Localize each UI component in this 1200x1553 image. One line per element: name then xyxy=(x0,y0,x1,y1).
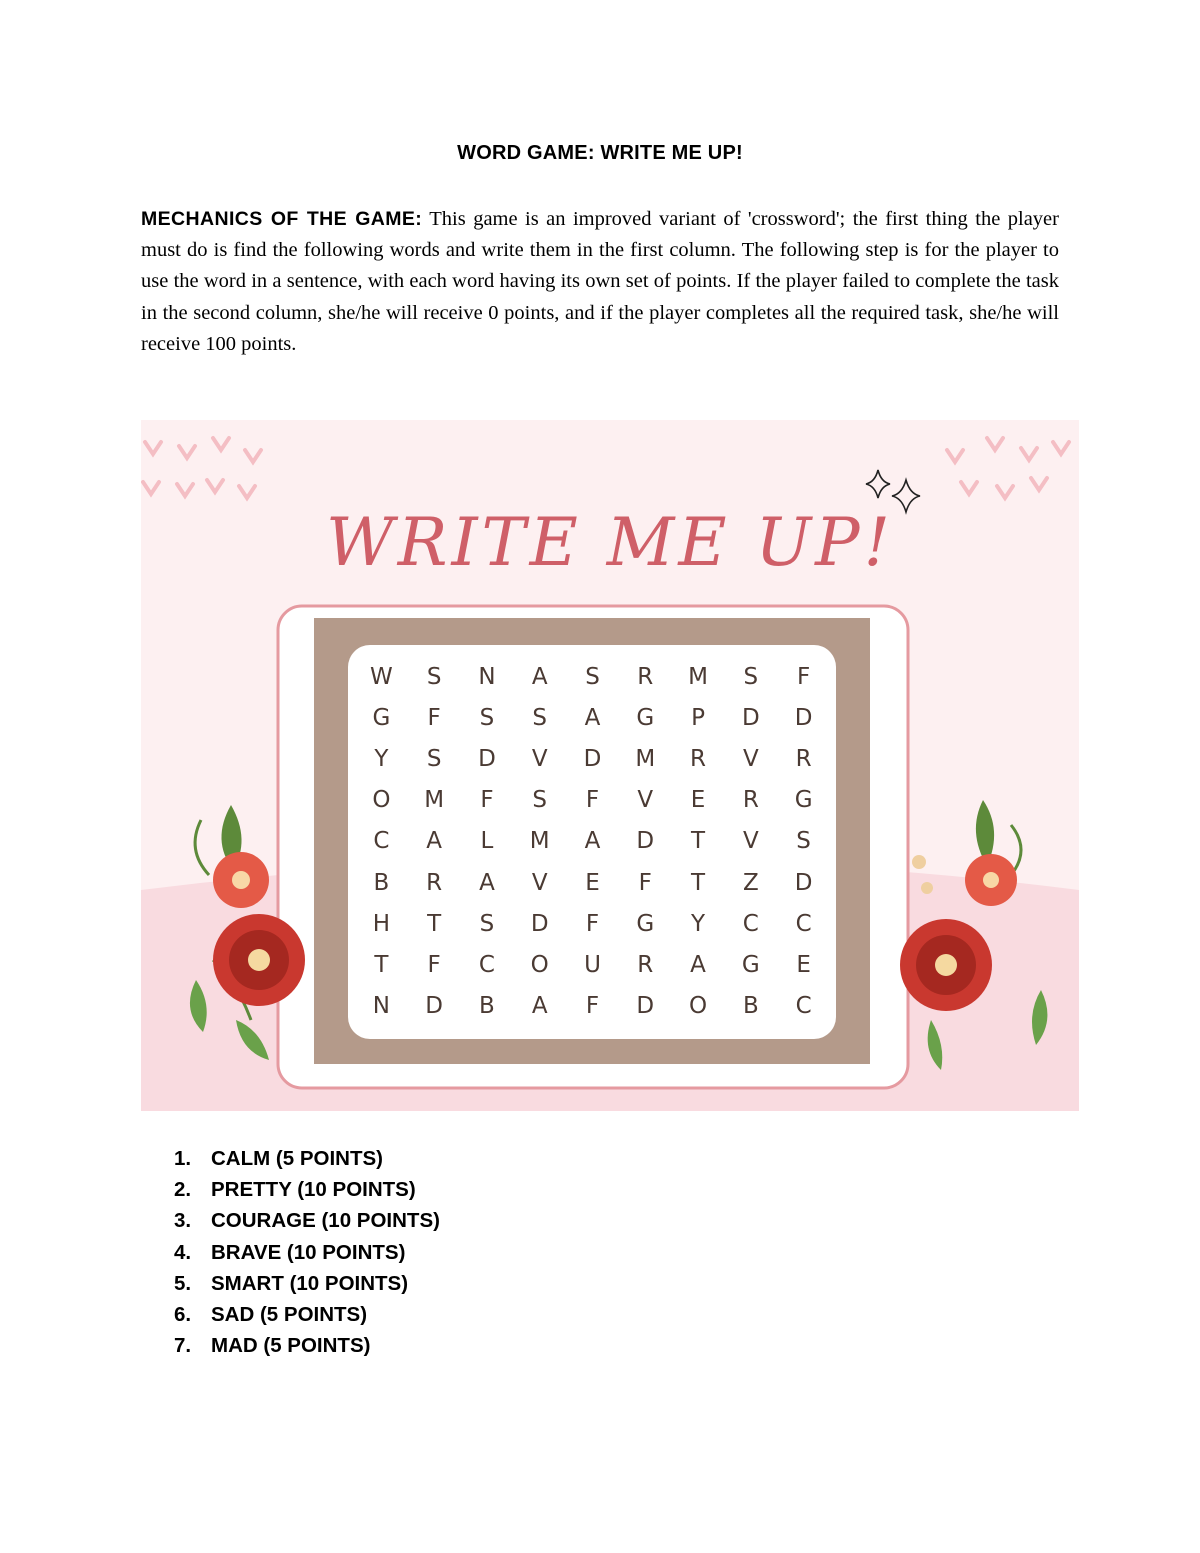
grid-letter: O xyxy=(530,951,549,978)
grid-letter: R xyxy=(742,787,759,814)
grid-letter: A xyxy=(584,828,601,855)
grid-letter: F xyxy=(585,787,600,814)
grid-letter: E xyxy=(690,787,706,814)
document-title: WORD GAME: WRITE ME UP! xyxy=(457,142,743,164)
list-item-number: 1. xyxy=(174,1147,192,1170)
grid-letter: L xyxy=(480,828,494,855)
mechanics-text: This game is an improved variant of 'crossword'; the first thing the player must do is find the following words and write them in the first column. The following step is for the player to use the word in a sentence, with each word having its own set of points. If the player failed to complete the task in the second column, she/he will receive 0 points, and if the player completes all the required task, she/he will receive 100 points. xyxy=(141,208,1059,355)
word-list xyxy=(174,1143,440,1361)
grid-letter: V xyxy=(531,745,548,772)
grid-letter: A xyxy=(584,704,601,731)
grid-letter: G xyxy=(794,787,813,814)
grid-letter: F xyxy=(427,704,441,731)
letter-grid xyxy=(355,656,830,1027)
grid-letter: Z xyxy=(742,869,759,896)
grid-letter: M xyxy=(635,745,656,772)
grid-letter: F xyxy=(585,993,600,1020)
list-item-number: 3. xyxy=(174,1209,192,1233)
grid-letter: A xyxy=(690,951,706,978)
grid-letter: G xyxy=(636,910,655,937)
list-item-text: BRAVE (10 POINTS) xyxy=(211,1240,406,1264)
grid-letter: D xyxy=(636,993,655,1020)
grid-letter: A xyxy=(426,828,443,855)
grid-letter: R xyxy=(426,869,443,896)
poster-title: WRITE ME UP! xyxy=(325,504,895,581)
grid-letter: S xyxy=(479,704,495,731)
grid-letter: T xyxy=(691,828,706,855)
grid-letter: M xyxy=(529,828,550,855)
grid-letter: D xyxy=(741,704,760,731)
chevron-pattern-icon xyxy=(143,438,261,498)
grid-letter: T xyxy=(374,951,389,978)
list-item-number: 2. xyxy=(174,1178,192,1202)
grid-letter: O xyxy=(688,993,708,1020)
grid-letter: C xyxy=(795,993,812,1020)
grid-letter: R xyxy=(637,663,654,690)
grid-letter: D xyxy=(478,745,496,772)
grid-letter: Y xyxy=(691,910,706,937)
list-item-text: SAD (5 POINTS) xyxy=(211,1302,368,1326)
grid-letter: V xyxy=(531,869,548,896)
grid-letter: M xyxy=(424,787,445,814)
grid-letter: D xyxy=(583,745,602,772)
list-item xyxy=(174,1237,440,1268)
list-item xyxy=(174,1174,440,1205)
grid-letter: B xyxy=(479,993,495,1020)
grid-letter: F xyxy=(796,663,811,690)
list-item-text: SMART (10 POINTS) xyxy=(211,1271,409,1295)
list-item xyxy=(174,1299,440,1330)
list-item xyxy=(174,1268,440,1299)
grid-letter: S xyxy=(796,828,811,855)
grid-letter: E xyxy=(796,951,811,978)
list-item-text: COURAGE (10 POINTS) xyxy=(211,1209,440,1233)
list-item xyxy=(174,1330,440,1361)
grid-letter: D xyxy=(794,869,813,896)
list-item-number: 4. xyxy=(174,1240,192,1264)
grid-letter: H xyxy=(372,910,391,937)
grid-letter: C xyxy=(795,910,812,937)
grid-letter: N xyxy=(372,993,390,1020)
grid-letter: T xyxy=(691,869,706,896)
grid-letter: B xyxy=(373,869,390,896)
grid-letter: U xyxy=(584,951,601,978)
grid-letter: F xyxy=(480,787,494,814)
grid-letter: B xyxy=(742,993,759,1020)
grid-letter: S xyxy=(479,910,495,937)
grid-letter: F xyxy=(638,869,652,896)
grid-letter: V xyxy=(742,828,759,855)
list-item-number: 6. xyxy=(174,1302,192,1326)
grid-letter: D xyxy=(794,704,813,731)
grid-letter: O xyxy=(372,787,391,814)
grid-letter: W xyxy=(370,663,393,690)
grid-letter: C xyxy=(373,828,390,855)
mechanics-paragraph xyxy=(141,204,1059,360)
grid-letter: V xyxy=(637,787,654,814)
grid-letter: C xyxy=(478,951,495,978)
grid-letter: G xyxy=(741,951,760,978)
list-item xyxy=(174,1205,440,1236)
grid-letter: C xyxy=(742,910,759,937)
grid-letter: F xyxy=(427,951,441,978)
grid-letter: A xyxy=(531,993,548,1020)
grid-letter: A xyxy=(479,869,495,896)
list-item-text: MAD (5 POINTS) xyxy=(211,1334,371,1358)
grid-letter: D xyxy=(425,993,444,1020)
grid-letter: R xyxy=(690,745,707,772)
grid-letter: S xyxy=(426,745,442,772)
grid-letter: S xyxy=(532,787,548,814)
grid-letter: D xyxy=(530,910,549,937)
grid-letter: S xyxy=(743,663,759,690)
grid-letter: P xyxy=(691,704,705,731)
grid-letter: G xyxy=(636,704,655,731)
grid-letter: R xyxy=(795,745,812,772)
grid-letter: Y xyxy=(374,745,389,772)
list-item-text: PRETTY (10 POINTS) xyxy=(211,1178,416,1202)
mechanics-label: MECHANICS OF THE GAME: xyxy=(141,208,423,230)
grid-letter: E xyxy=(585,869,600,896)
grid-letter: T xyxy=(427,910,442,937)
grid-letter: R xyxy=(637,951,654,978)
list-item-number: 5. xyxy=(174,1271,192,1295)
grid-letter: V xyxy=(742,745,759,772)
chevron-pattern-icon xyxy=(947,438,1069,498)
grid-letter: S xyxy=(426,663,442,690)
grid-letter: A xyxy=(531,663,548,690)
grid-letter: M xyxy=(688,663,708,690)
list-item-number: 7. xyxy=(174,1334,192,1358)
grid-letter: F xyxy=(585,910,600,937)
grid-letter: S xyxy=(532,704,548,731)
grid-letter: N xyxy=(478,663,496,690)
grid-letter: G xyxy=(372,704,391,731)
list-item-text: CALM (5 POINTS) xyxy=(211,1147,383,1170)
grid-letter: S xyxy=(585,663,600,690)
list-item xyxy=(174,1143,440,1174)
grid-letter: D xyxy=(636,828,655,855)
